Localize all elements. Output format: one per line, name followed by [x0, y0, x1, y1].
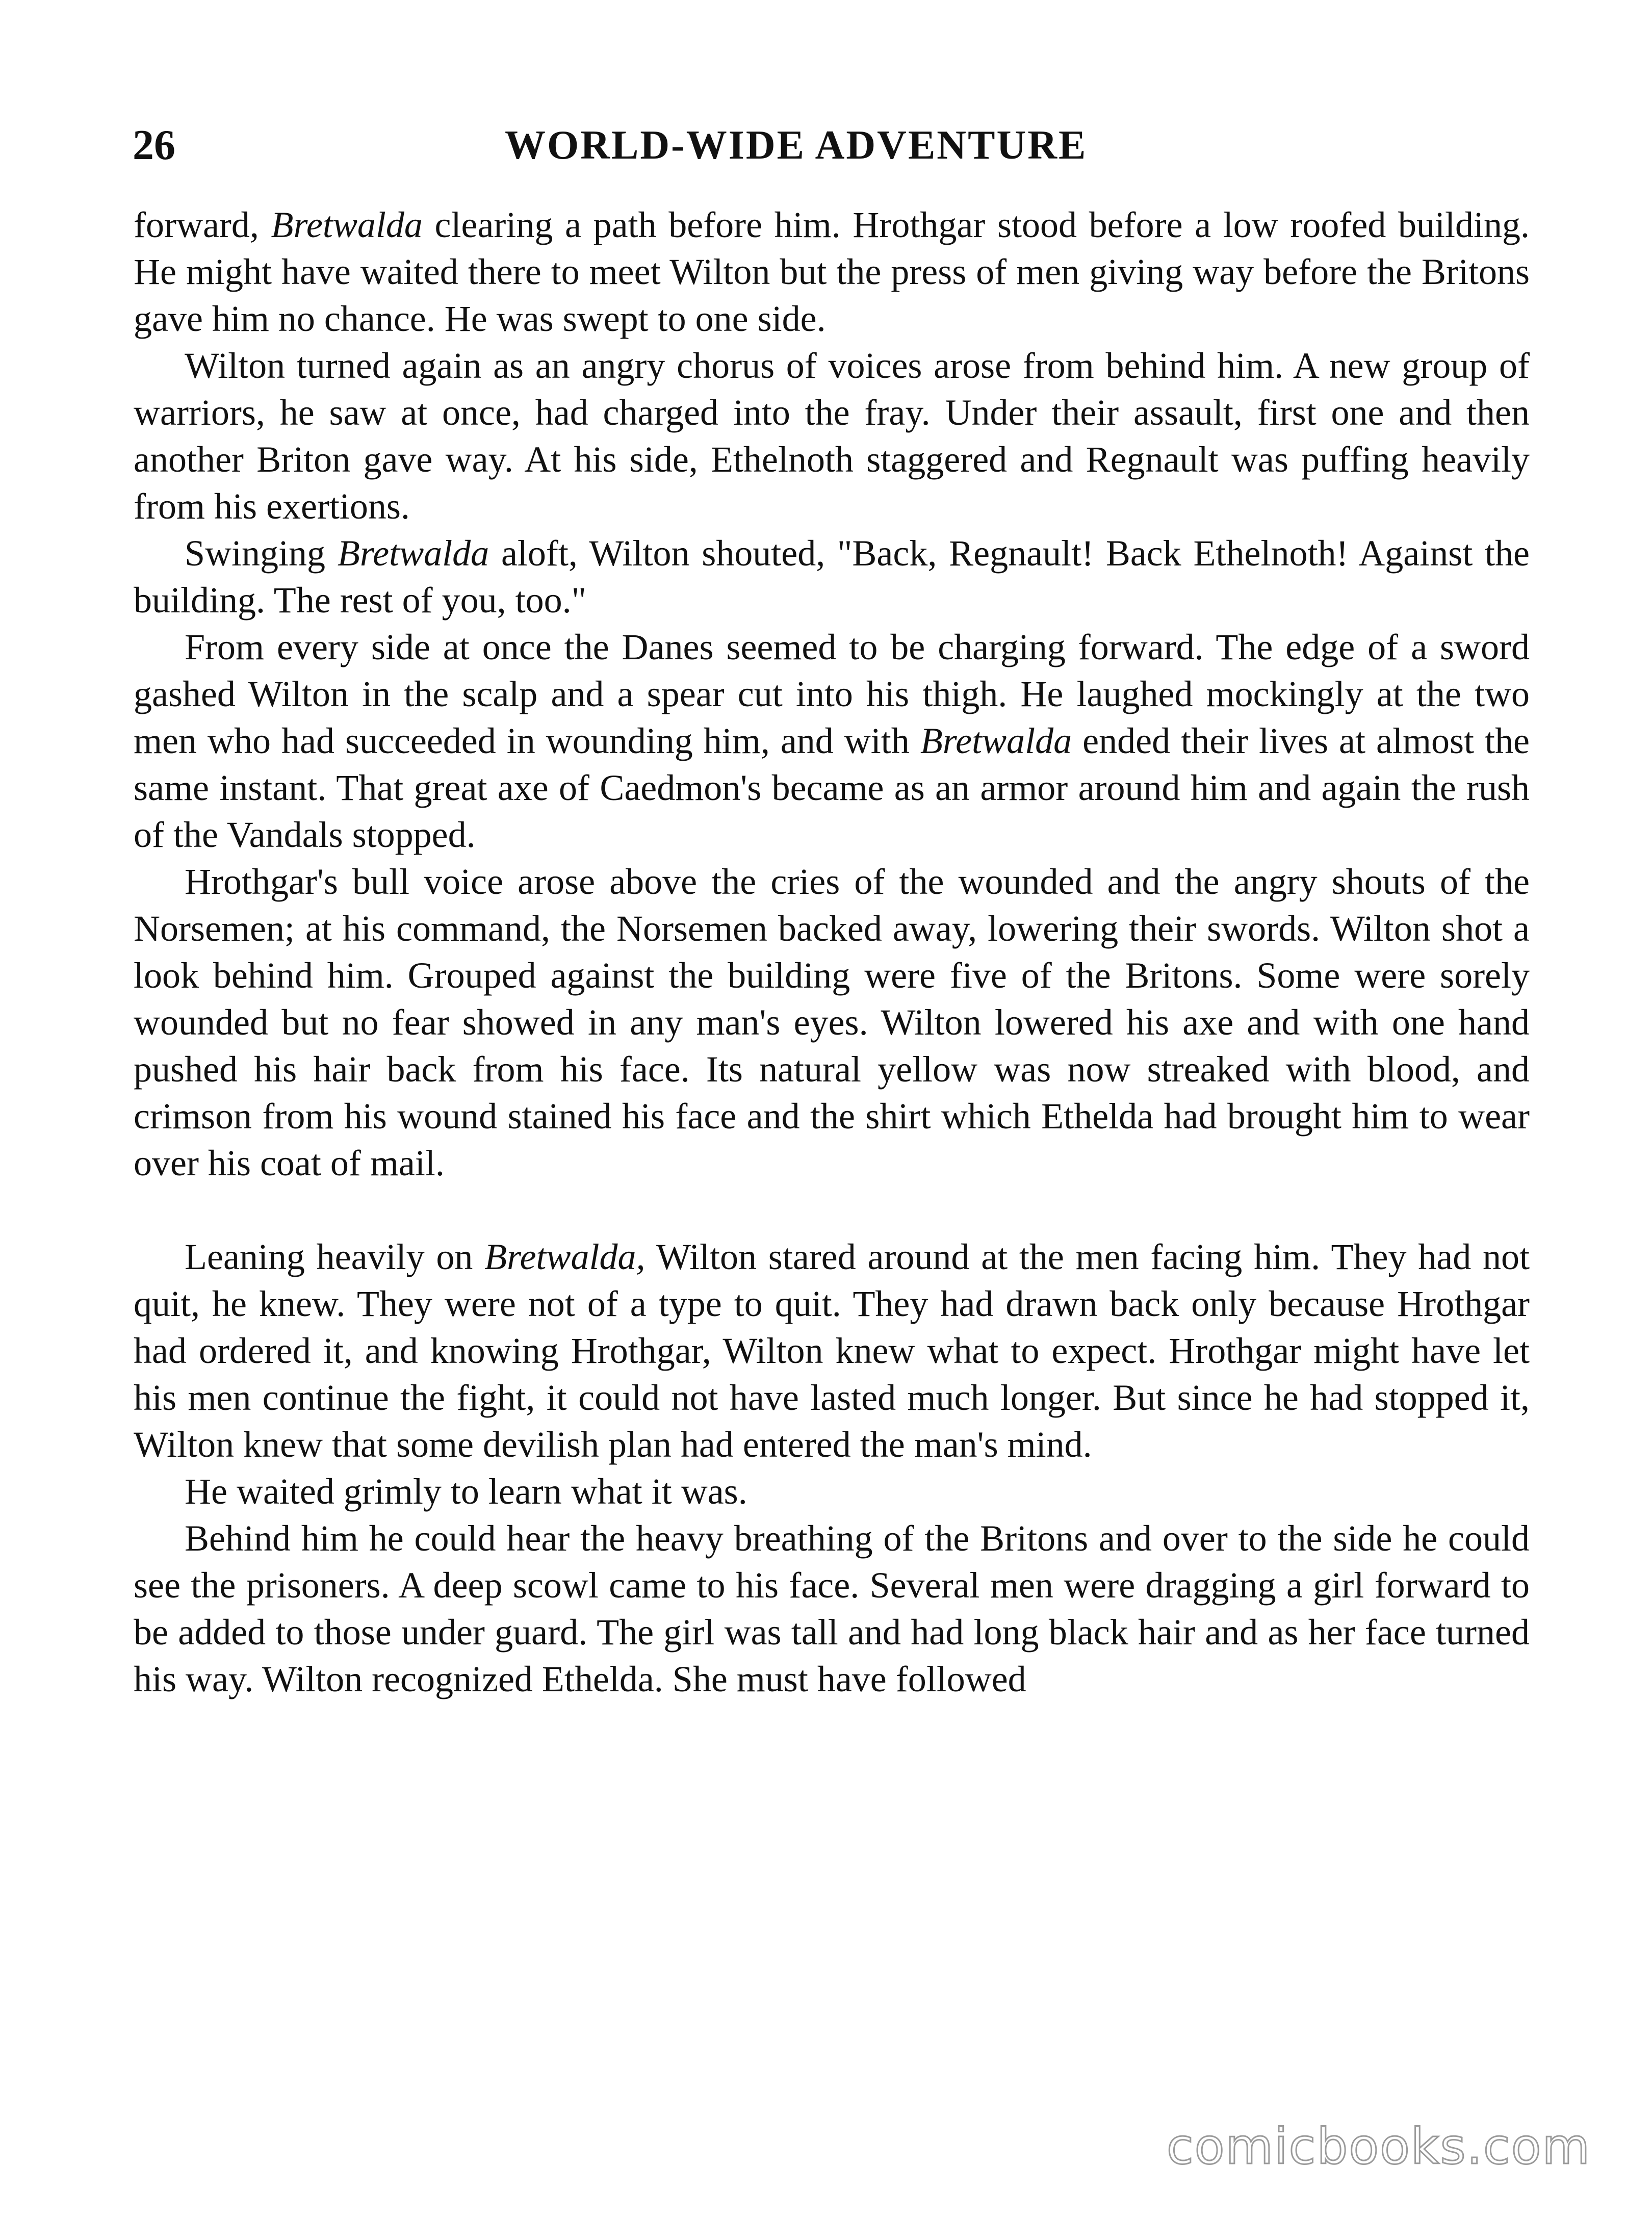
paragraph	[134, 530, 1530, 624]
italic-text: Bretwalda	[337, 533, 489, 574]
paragraph-text: From every side at once the Danes seemed to be charging forward. The edge of a sword gashed Wilton in the scalp and a spear cut into his thigh. He laughed mockingly at the two men who had succeeded in wounding him, and with	[134, 627, 1530, 761]
paragraph-text: Behind him he could hear the heavy breathing of the Britons and over to the side he could see the prisoners. A deep scowl came to his face. Several men were dragging a girl forward to be added to those under guard. The girl was tall and had long black hair and as her face turned his way. Wilton recognized Ethelda. She must have followed	[134, 1518, 1530, 1699]
watermark-logo: comicbooks.com	[1166, 2118, 1591, 2175]
italic-text: Bretwalda	[271, 204, 423, 245]
paragraph-text: Swinging	[185, 533, 338, 574]
paragraph-text: clearing a path before him. Hrothgar stood before a low roofed building. He might have waited there to meet Wilton but the press of men giving way before the Britons gave him no chance. He was swept to one side.	[134, 204, 1530, 339]
running-head: WORLD-WIDE ADVENTURE	[505, 123, 1088, 168]
paragraph	[134, 1515, 1530, 1703]
paragraph-text: Wilton turned again as an angry chorus of voices arose from behind him. A new group of warriors, he saw at once, had charged into the fray. Under their assault, first one and then another Briton gave way. At his side, Ethelnoth staggered and Regnault was puffing heavily from his exertions.	[134, 345, 1530, 527]
italic-text: Bretwalda,	[484, 1236, 646, 1277]
paragraph-text: Hrothgar's bull voice arose above the cries of the wounded and the angry shouts of the Norsemen; at his command, the Norsemen backed away, lowering their swords. Wilton shot a look behind him. Grouped against the building were five of the Britons. Some were sorely wounded but no fear showed in any man's eyes. Wilton lowered his axe and with one hand pushed his hair back from his face. Its natural yellow was now streaked with blood, and crimson from his wound stained his face and the shirt which Ethelda had brought him to wear over his coat of mail.	[134, 861, 1530, 1183]
body-text	[134, 201, 1530, 1703]
paragraph	[134, 858, 1530, 1187]
paragraph	[134, 1468, 1530, 1515]
paragraph-text: He waited grimly to learn what it was.	[185, 1471, 747, 1512]
paragraph-text: forward,	[134, 204, 271, 245]
italic-text: Bretwalda	[920, 720, 1072, 761]
paragraph-text: ended their lives at almost the same instant. That great axe of Caedmon's became as an armor around him and again the rush of the Vandals stopped.	[134, 720, 1530, 855]
page-header	[133, 117, 1530, 173]
paragraph-text: Leaning heavily on	[185, 1236, 485, 1277]
page-number: 26	[133, 121, 175, 169]
paragraph	[134, 624, 1530, 858]
paragraph	[134, 201, 1530, 342]
paragraph-text: Wilton stared around at the men facing him. They had not quit, he knew. They were not of a type to quit. They had drawn back only because Hrothgar had ordered it, and knowing Hrothgar, Wilton knew what to expect. Hrothgar might have let his men continue the fight, it could not have lasted much longer. But since he had stopped it, Wilton knew that some devilish plan had entered the man's mind.	[134, 1236, 1530, 1465]
paragraph-text: aloft, Wilton shouted, "Back, Regnault! Back Ethelnoth! Against the building. The rest of you, too."	[134, 533, 1530, 621]
paragraph	[134, 1233, 1530, 1468]
paragraph	[134, 342, 1530, 530]
